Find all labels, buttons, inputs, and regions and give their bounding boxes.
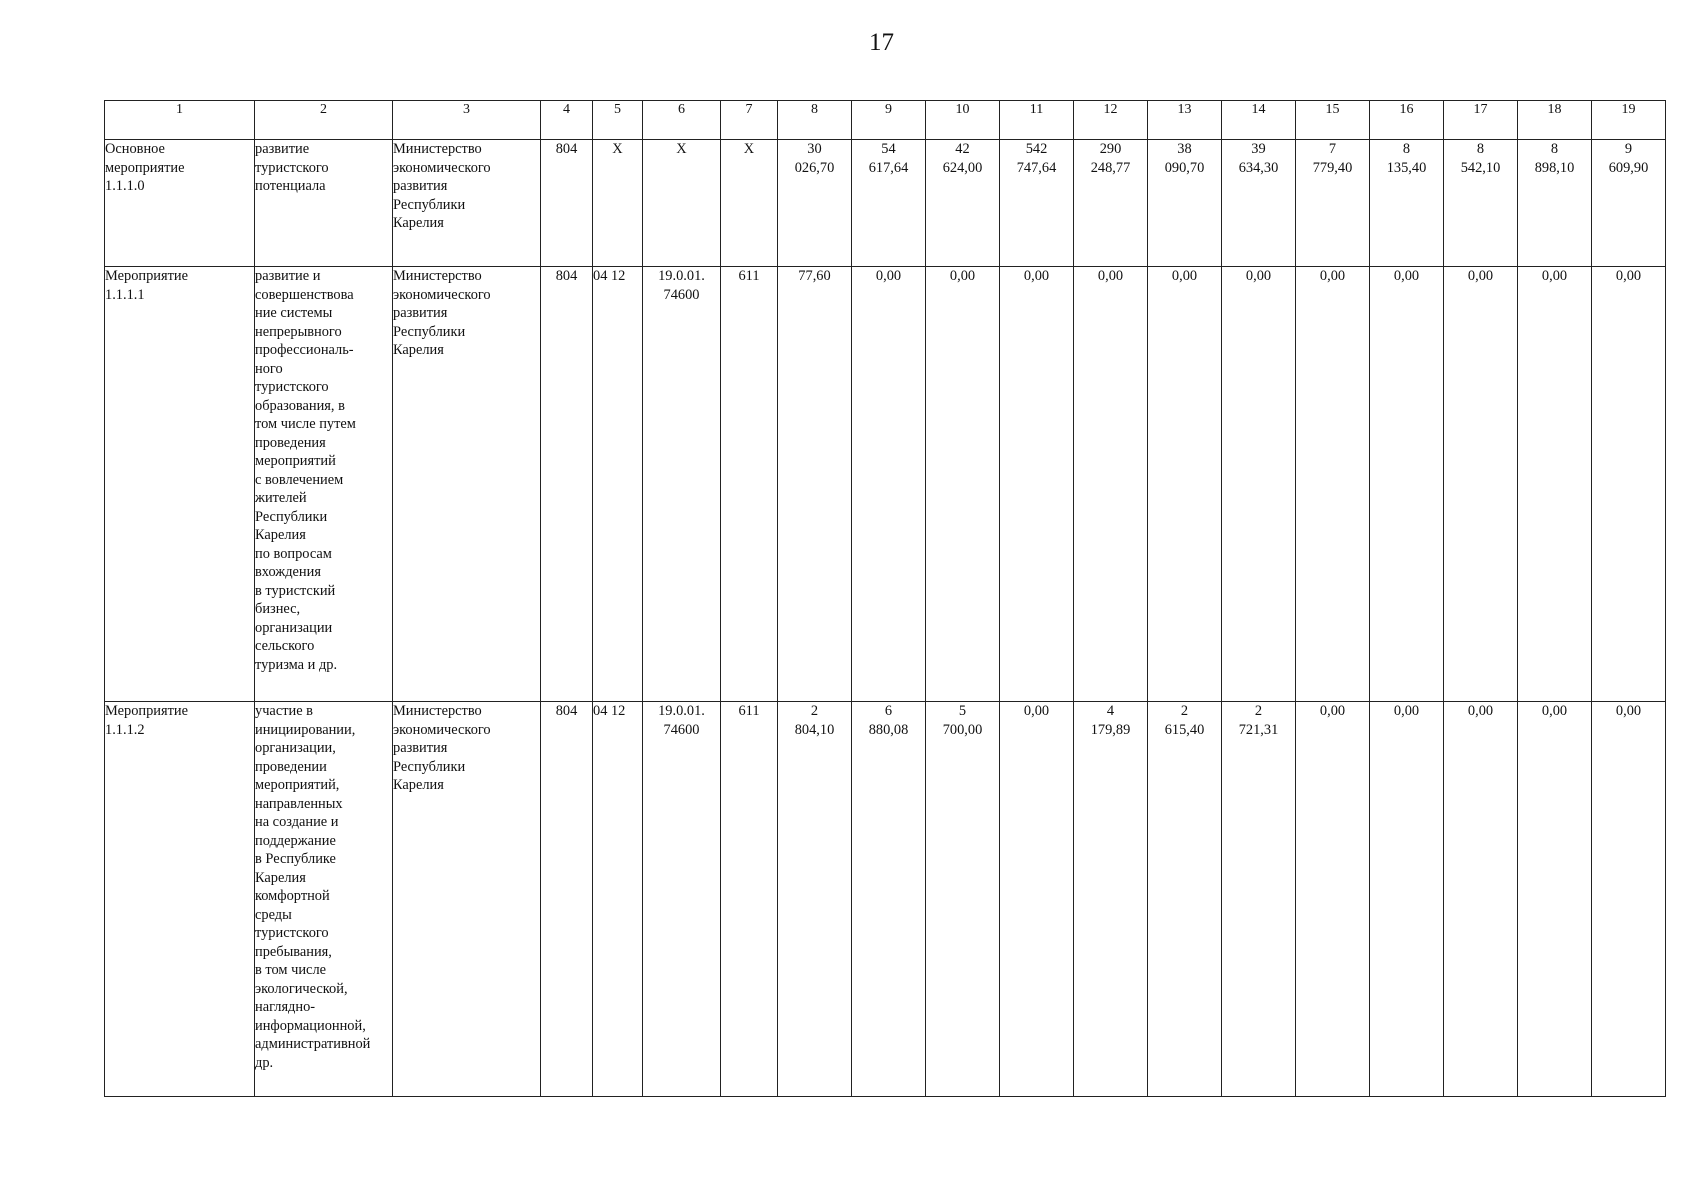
cell-value: 0,00 — [1518, 702, 1592, 1097]
header-cell: 12 — [1074, 101, 1148, 140]
activity-name: Мероприятие 1.1.1.1 — [105, 267, 255, 702]
header-cell: 19 — [1592, 101, 1666, 140]
executor: Министерство экономического развития Республики Карелия — [393, 702, 541, 1097]
cell-value: 0,00 — [1370, 267, 1444, 702]
cell-value: X — [643, 140, 721, 267]
cell-value: 42 624,00 — [926, 140, 1000, 267]
cell-value: 2 615,40 — [1148, 702, 1222, 1097]
header-cell: 13 — [1148, 101, 1222, 140]
cell-value: 39 634,30 — [1222, 140, 1296, 267]
cell-value: 0,00 — [1444, 267, 1518, 702]
header-cell: 6 — [643, 101, 721, 140]
activity-description: развитие и совершенствова ние системы непрерывного профессиональ- ного туристского образования, в том числе путем проведения мероприятий с вовлечением жителей Республики Карелия по вопросам вхождения в туристский бизнес, организации сельского туризма и др. — [255, 267, 393, 702]
cell-value: 9 609,90 — [1592, 140, 1666, 267]
table-row — [105, 702, 1666, 1097]
cell-value: 804 — [541, 267, 593, 702]
cell-value: 804 — [541, 140, 593, 267]
cell-value: 30 026,70 — [778, 140, 852, 267]
cell-value: 0,00 — [1444, 702, 1518, 1097]
cell-value: 7 779,40 — [1296, 140, 1370, 267]
budget-table — [104, 100, 1666, 1097]
cell-value: 0,00 — [852, 267, 926, 702]
cell-value: 2 804,10 — [778, 702, 852, 1097]
cell-value: 77,60 — [778, 267, 852, 702]
cell-value: 0,00 — [1074, 267, 1148, 702]
header-cell: 11 — [1000, 101, 1074, 140]
header-cell: 16 — [1370, 101, 1444, 140]
cell-value: 04 12 — [593, 267, 643, 702]
cell-value: 0,00 — [1518, 267, 1592, 702]
cell-value: 290 248,77 — [1074, 140, 1148, 267]
cell-value: 0,00 — [1370, 702, 1444, 1097]
activity-description: участие в инициировании, организации, проведении мероприятий, направленных на создание и поддержание в Республике Карелия комфортной среды туристского пребывания, в том числе экологической, наглядно- информационной, административной др. — [255, 702, 393, 1097]
table-row — [105, 140, 1666, 267]
cell-value: X — [593, 140, 643, 267]
cell-value: 0,00 — [1296, 702, 1370, 1097]
cell-value: 611 — [721, 702, 778, 1097]
header-cell: 7 — [721, 101, 778, 140]
activity-name: Мероприятие 1.1.1.2 — [105, 702, 255, 1097]
header-cell: 4 — [541, 101, 593, 140]
cell-value: X — [721, 140, 778, 267]
cell-value: 542 747,64 — [1000, 140, 1074, 267]
cell-value: 0,00 — [1592, 267, 1666, 702]
activity-name: Основное мероприятие 1.1.1.0 — [105, 140, 255, 267]
cell-value: 19.0.01. 74600 — [643, 702, 721, 1097]
table-row — [105, 267, 1666, 702]
cell-value: 6 880,08 — [852, 702, 926, 1097]
header-cell: 15 — [1296, 101, 1370, 140]
header-cell: 10 — [926, 101, 1000, 140]
cell-value: 0,00 — [1148, 267, 1222, 702]
cell-value: 54 617,64 — [852, 140, 926, 267]
header-cell: 18 — [1518, 101, 1592, 140]
cell-value: 0,00 — [1222, 267, 1296, 702]
header-cell: 2 — [255, 101, 393, 140]
cell-value: 19.0.01. 74600 — [643, 267, 721, 702]
header-cell: 5 — [593, 101, 643, 140]
executor: Министерство экономического развития Республики Карелия — [393, 267, 541, 702]
header-cell: 14 — [1222, 101, 1296, 140]
cell-value: 804 — [541, 702, 593, 1097]
cell-value: 8 898,10 — [1518, 140, 1592, 267]
executor: Министерство экономического развития Республики Карелия — [393, 140, 541, 267]
cell-value: 8 135,40 — [1370, 140, 1444, 267]
cell-value: 0,00 — [926, 267, 1000, 702]
cell-value: 0,00 — [1000, 702, 1074, 1097]
cell-value: 2 721,31 — [1222, 702, 1296, 1097]
cell-value: 0,00 — [1592, 702, 1666, 1097]
cell-value: 5 700,00 — [926, 702, 1000, 1097]
cell-value: 611 — [721, 267, 778, 702]
header-row — [105, 101, 1666, 140]
page-number: 17 — [869, 29, 894, 56]
cell-value: 8 542,10 — [1444, 140, 1518, 267]
header-cell: 8 — [778, 101, 852, 140]
cell-value: 0,00 — [1296, 267, 1370, 702]
cell-value: 0,00 — [1000, 267, 1074, 702]
cell-value: 4 179,89 — [1074, 702, 1148, 1097]
cell-value: 38 090,70 — [1148, 140, 1222, 267]
header-cell: 9 — [852, 101, 926, 140]
header-cell: 1 — [105, 101, 255, 140]
header-cell: 17 — [1444, 101, 1518, 140]
header-cell: 3 — [393, 101, 541, 140]
activity-description: развитие туристского потенциала — [255, 140, 393, 267]
cell-value: 04 12 — [593, 702, 643, 1097]
